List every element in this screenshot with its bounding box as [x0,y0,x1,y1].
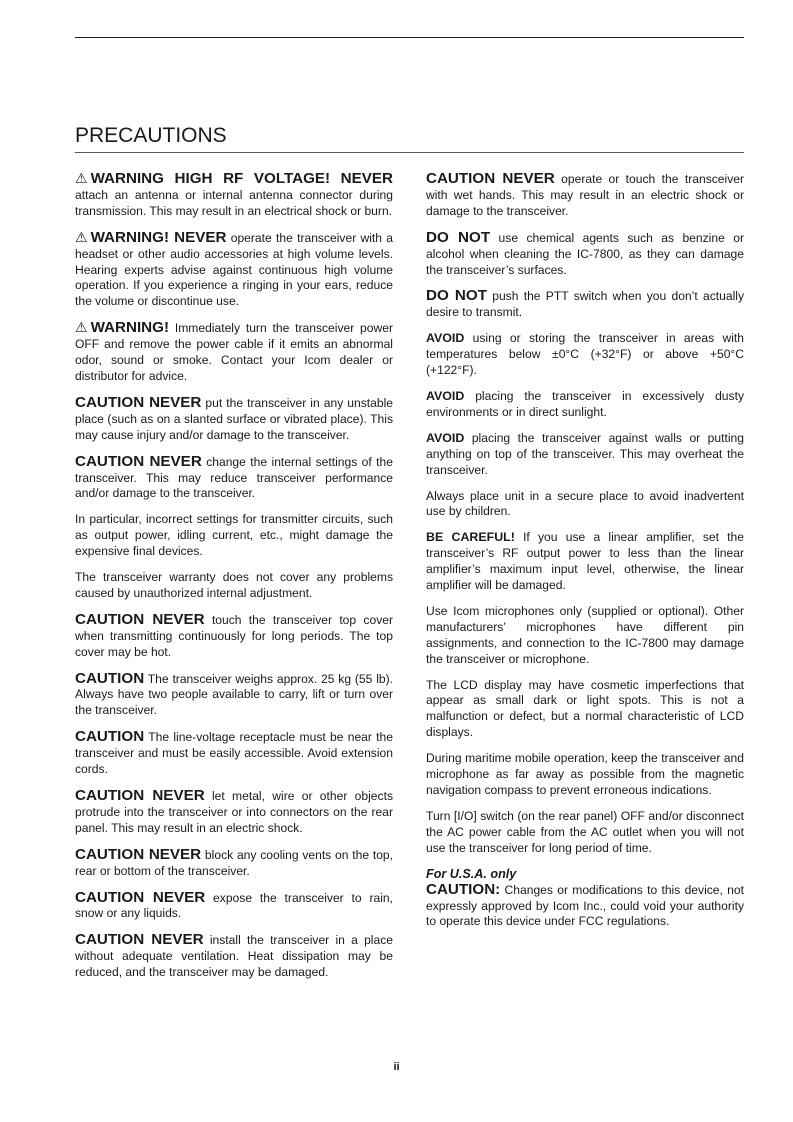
precaution-lead: CAUTION NEVER [75,610,205,628]
precaution-item [426,230,744,279]
header-rule [75,37,744,38]
precaution-lead: CAUTION NEVER [75,393,202,411]
precaution-lead: WARNING! NEVER [90,228,227,246]
precaution-text: operate the transceiver with a headset or other audio accessories at high volume levels. Hearing experts advise against continuous high volume operation. If you experience a ringing in your ears, reduce the volume or discontinue use. [75,230,393,309]
precaution-item [75,847,393,880]
precaution-lead: WARNING! [90,319,170,337]
precaution-lead: CAUTION NEVER [75,787,205,804]
precaution-lead: CAUTION NEVER [75,888,206,906]
precaution-item [75,788,393,837]
precaution-item [75,454,393,503]
precaution-text: using or storing the transceiver in areas with temperatures below ±0°C (+32°F) or above +50°C (+122°F). [426,331,744,378]
precaution-lead: DO NOT [426,287,487,305]
warning-triangle-icon: ⚠ [75,228,88,245]
right-column [426,171,744,940]
precaution-lead: AVOID [426,388,465,403]
precaution-lead: AVOID [426,331,465,346]
precaution-text: let metal, wire or other objects protrude into the transceiver or into connectors on the rear panel. This may result in an electric shock. [75,789,393,835]
precaution-item [426,389,744,421]
precaution-item [426,809,744,857]
precaution-text: Immediately turn the transceiver power OFF and remove the power cable if it emits an abnormal odor, sound or smoke. Contact your Icom dealer or distributor for advice. [75,321,393,383]
precaution-text: push the PTT switch when you don’t actually desire to transmit. [426,289,744,320]
precaution-item [426,604,744,668]
precaution-item [426,751,744,799]
precaution-item [75,671,393,720]
precaution-text: attach an antenna or internal antenna connector during transmission. This may result in an electrical shock or burn. [75,187,393,218]
precaution-text: Always place unit in a secure place to avoid inadvertent use by children. [426,488,744,519]
precaution-item [426,530,744,594]
precaution-text: placing the transceiver in excessively dusty environments or in direct sunlight. [426,388,744,419]
page-number: ii [393,1061,400,1073]
precaution-item [75,932,393,981]
title-rule [75,152,744,153]
precaution-text: The transceiver warranty does not cover any problems caused by unauthorized internal adjustment. [75,570,393,600]
precaution-text: put the transceiver in any unstable place (such as on a slanted surface or vibrated place). This may cause injury and/or damage to the transceiver. [75,395,393,442]
precaution-lead: DO NOT [426,228,491,246]
precaution-lead: WARNING HIGH RF VOLTAGE! NEVER [90,170,393,187]
precaution-text: placing the transceiver against walls or putting anything on top of the transceiver. This may overheat the transceiver. [426,430,744,477]
precaution-text: use chemical agents such as benzine or alcohol when cleaning the IC-7800, as they can damage the transceiver’s surfaces. [426,230,744,277]
precaution-text: block any cooling vents on the top, rear or bottom of the transceiver. [75,847,393,878]
precaution-text: change the internal settings of the transceiver. This may reduce transceiver performance and/or damage to the transceiver. [75,454,393,501]
precaution-text: Turn [I/O] switch (on the rear panel) OFF and/or disconnect the AC power cable from the AC outlet when you will not use the transceiver for long period of time. [426,808,744,855]
precaution-item [75,171,393,220]
page-title: PRECAUTIONS [75,124,227,147]
warning-triangle-icon: ⚠ [75,170,88,186]
precaution-lead: BE CAREFUL! [426,530,515,545]
precaution-text: If you use a linear amplifier, set the transceiver’s RF output power to less than the linear amplifier’s maximum input level, otherwise, the linear amplifier will be damaged. [426,530,744,593]
precaution-item [75,395,393,444]
warning-triangle-icon: ⚠ [75,319,88,336]
precaution-lead: CAUTION: [426,880,501,898]
precaution-text: The line-voltage receptacle must be near the transceiver and must be easily accessible. Avoid extension cords. [75,730,393,777]
precaution-item [426,678,744,742]
precaution-text: In particular, incorrect settings for transmitter circuits, such as output power, idling current, etc., might damage the expensive final devices. [75,512,393,559]
precaution-lead: CAUTION [75,669,145,687]
precaution-item [75,570,393,602]
precaution-text: During maritime mobile operation, keep the transceiver and microphone as far away as possible from the magnetic navigation compass to prevent erroneous indications. [426,751,744,797]
precaution-item [75,512,393,560]
precaution-item [426,431,744,479]
precaution-item [426,288,744,321]
precaution-text: The transceiver weighs approx. 25 kg (55 lb). Always have two people available to carry, lift or turn over the transceiver. [75,671,393,718]
precaution-text: touch the transceiver top cover when transmitting continuously for long periods. The top cover may be hot. [75,612,393,659]
precaution-item [426,867,744,931]
precaution-item [426,171,744,220]
precaution-lead: CAUTION NEVER [75,452,202,470]
precaution-item [75,320,393,385]
precaution-lead: CAUTION NEVER [426,170,555,187]
region-note-label: For U.S.A. only [426,866,517,881]
precaution-item [426,331,744,379]
precaution-text: expose the transceiver to rain, snow or any liquids. [75,890,393,921]
precaution-lead: CAUTION NEVER [75,931,204,949]
precaution-text: Use Icom microphones only (supplied or optional). Other manufacturers’ microphones have different pin assignments, and connection to the IC-7800 may damage the transceiver or microphone. [426,603,744,666]
precaution-item [75,729,393,778]
precaution-item [426,489,744,521]
precaution-text: install the transceiver in a place without adequate ventilation. Heat dissipation may be reduced, and the transceiver may be damaged. [75,933,393,980]
precaution-item [75,230,393,311]
precaution-lead: AVOID [426,430,465,445]
precaution-text: operate or touch the transceiver with wet hands. This may result in an electric shock or damage to the transceiver. [426,172,744,218]
precaution-item [75,612,393,661]
precaution-item [75,890,393,923]
left-column [75,171,393,991]
precaution-lead: CAUTION NEVER [75,845,202,863]
precaution-text: The LCD display may have cosmetic imperfections that appear as small dark or light spots. This is not a malfunction or defect, but a normal characteristic of LCD displays. [426,677,744,740]
precaution-lead: CAUTION [75,728,145,746]
precaution-text: Changes or modifications to this device, not expressly approved by Icom Inc., could void your authority to operate this device under FCC regulations. [426,882,744,929]
